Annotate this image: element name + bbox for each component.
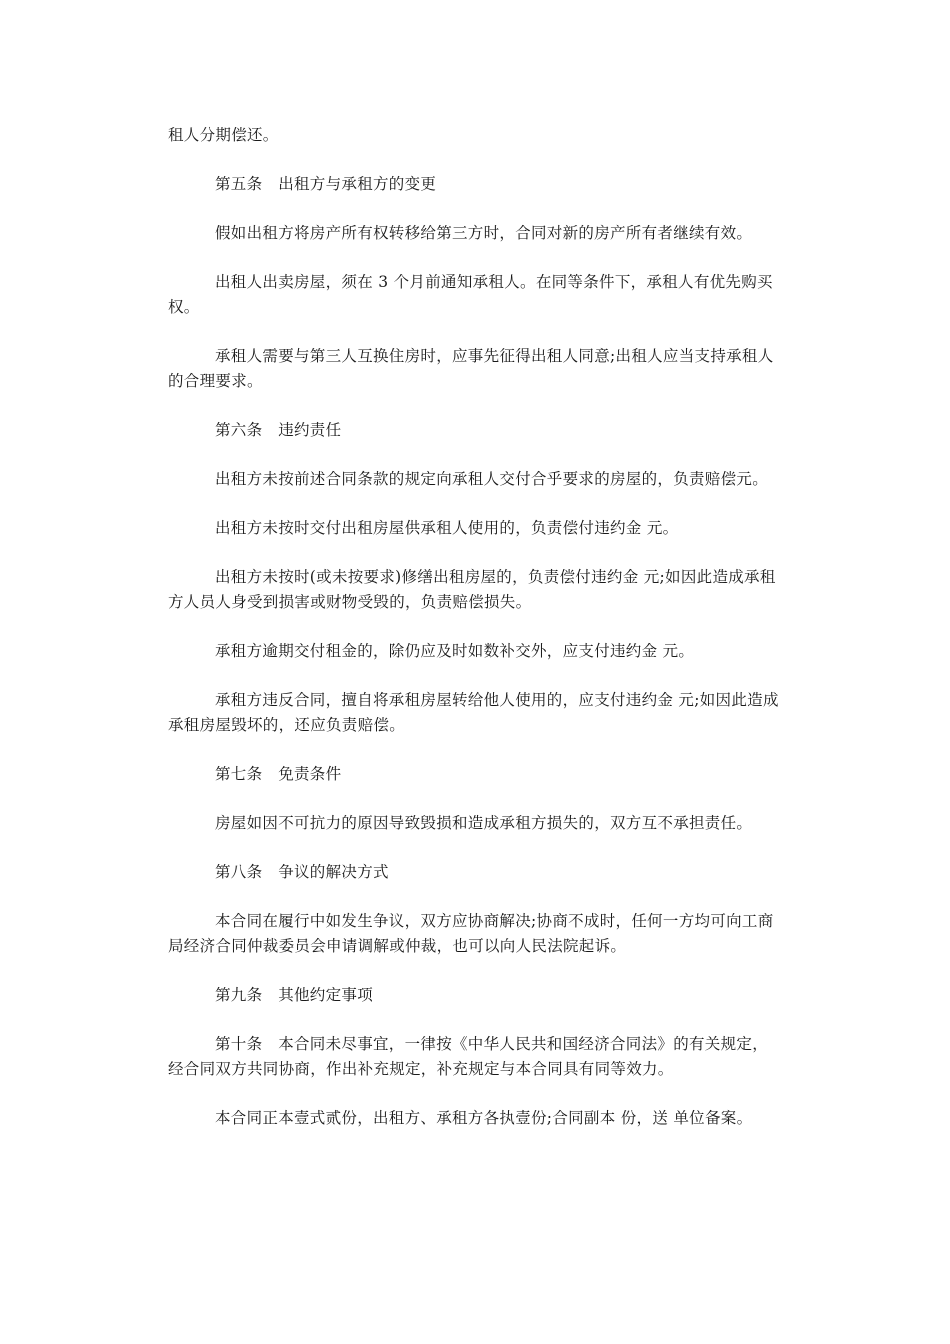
paragraph: 出租方未按时交付出租房屋供承租人使用的，负责偿付违约金 元。 [215, 519, 679, 537]
paragraph: 承租人需要与第三人互换住房时，应事先征得出租人同意;出租人应当支持承租人的合理要求。 [168, 347, 774, 390]
paragraph: 房屋如因不可抗力的原因导致毁损和造成承租方损失的，双方互不承担责任。 [215, 814, 753, 832]
document-body [168, 123, 780, 1155]
article-5-heading: 第五条 出租方与承租方的变更 [215, 175, 437, 193]
paragraph: 承租方违反合同，擅自将承租房屋转给他人使用的，应支付违约金 元;如因此造成承租房屋毁坏的，还应负责赔偿。 [168, 691, 779, 734]
paragraph: 承租方逾期交付租金的，除仍应及时如数补交外，应支付违约金 元。 [215, 642, 695, 660]
paragraph: 本合同在履行中如发生争议，双方应协商解决;协商不成时，任何一方均可向工商局经济合同仲裁委员会申请调解或仲裁，也可以向人民法院起诉。 [168, 912, 774, 955]
paragraph: 出租方未按前述合同条款的规定向承租人交付合乎要求的房屋的，负责赔偿元。 [215, 470, 769, 488]
article-8-heading: 第八条 争议的解决方式 [215, 863, 389, 881]
paragraph: 本合同正本壹式贰份，出租方、承租方各执壹份;合同副本 份，送 单位备案。 [215, 1109, 753, 1127]
paragraph: 出租方未按时(或未按要求)修缮出租房屋的，负责偿付违约金 元;如因此造成承租方人员人身受到损害或财物受毁的，负责赔偿损失。 [168, 568, 776, 611]
paragraph: 假如出租方将房产所有权转移给第三方时，合同对新的房产所有者继续有效。 [215, 224, 753, 242]
article-6-heading: 第六条 违约责任 [215, 421, 342, 439]
paragraph-continuation: 租人分期偿还。 [168, 126, 279, 144]
paragraph: 出租人出卖房屋，须在 3 个月前通知承租人。在同等条件下，承租人有优先购买权。 [168, 273, 773, 316]
article-9-heading: 第九条 其他约定事项 [215, 986, 374, 1004]
article-10-paragraph: 第十条 本合同未尽事宜，一律按《中华人民共和国经济合同法》的有关规定，经合同双方共同协商，作出补充规定，补充规定与本合同具有同等效力。 [168, 1035, 769, 1078]
article-7-heading: 第七条 免责条件 [215, 765, 342, 783]
